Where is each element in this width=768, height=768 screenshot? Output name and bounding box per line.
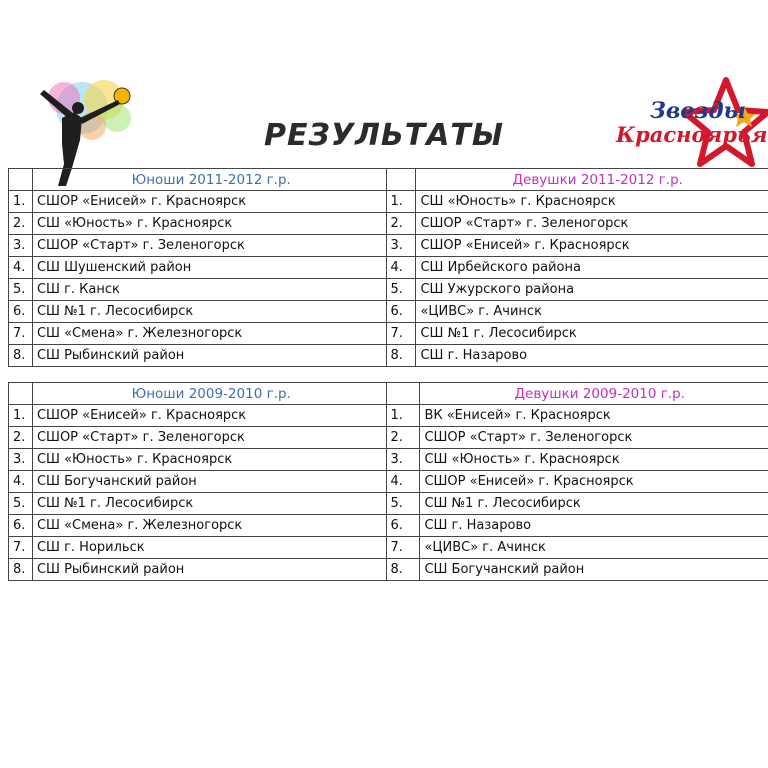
team-name: СШ Шушенский район [32, 257, 386, 279]
place-number: 8. [9, 345, 33, 367]
table-row [9, 257, 768, 279]
team-name: СШ «Смена» г. Железногорск [32, 323, 386, 345]
team-name: СШ Ужурского района [416, 279, 768, 301]
place-number: 1. [386, 405, 420, 427]
place-number: 5. [9, 493, 33, 515]
place-number: 7. [386, 323, 416, 345]
place-number: 1. [386, 191, 416, 213]
table-row [9, 323, 768, 345]
table-row [9, 515, 768, 537]
team-name: СШ г. Назарово [416, 345, 768, 367]
place-number: 6. [386, 515, 420, 537]
page-title: РЕЗУЛЬТАТЫ [264, 118, 504, 153]
place-number: 6. [9, 515, 33, 537]
place-number: 4. [386, 257, 416, 279]
table-row [9, 493, 768, 515]
team-name: СШ №1 г. Лесосибирск [420, 493, 768, 515]
place-number: 7. [9, 537, 33, 559]
header-spacer [386, 169, 416, 191]
team-name: СШОР «Енисей» г. Красноярск [416, 235, 768, 257]
table-header-row [9, 169, 768, 191]
table-row [9, 559, 768, 581]
header-spacer [9, 169, 33, 191]
team-name: СШОР «Старт» г. Зеленогорск [32, 235, 386, 257]
team-name: СШ Ирбейского района [416, 257, 768, 279]
team-name: СШОР «Енисей» г. Красноярск [32, 405, 386, 427]
place-number: 4. [9, 471, 33, 493]
place-number: 5. [386, 493, 420, 515]
table-row [9, 471, 768, 493]
place-number: 8. [9, 559, 33, 581]
results-table-2011-2012 [8, 168, 768, 367]
team-name: СШ г. Канск [32, 279, 386, 301]
place-number: 6. [386, 301, 416, 323]
girls-header: Девушки 2009-2010 г.р. [420, 383, 768, 405]
girls-header: Девушки 2011-2012 г.р. [416, 169, 768, 191]
table-row [9, 449, 768, 471]
team-name: СШ «Юность» г. Красноярск [416, 191, 768, 213]
team-name: СШ №1 г. Лесосибирск [32, 301, 386, 323]
team-name: СШ «Юность» г. Красноярск [32, 449, 386, 471]
team-name: «ЦИВС» г. Ачинск [416, 301, 768, 323]
team-name: СШОР «Енисей» г. Красноярск [420, 471, 768, 493]
results-table-2009-2010 [8, 382, 768, 581]
table-row [9, 191, 768, 213]
header-spacer [386, 383, 420, 405]
place-number: 5. [386, 279, 416, 301]
team-name: СШОР «Енисей» г. Красноярск [32, 191, 386, 213]
boys-header: Юноши 2011-2012 г.р. [32, 169, 386, 191]
team-name: СШ г. Назарово [420, 515, 768, 537]
place-number: 7. [9, 323, 33, 345]
place-number: 3. [9, 235, 33, 257]
place-number: 1. [9, 191, 33, 213]
team-name: СШОР «Старт» г. Зеленогорск [32, 427, 386, 449]
place-number: 7. [386, 537, 420, 559]
brand-logo [606, 76, 768, 176]
place-number: 2. [386, 427, 420, 449]
team-name: СШ Богучанский район [32, 471, 386, 493]
place-number: 4. [9, 257, 33, 279]
table-header-row [9, 383, 768, 405]
team-name: СШ Рыбинский район [32, 559, 386, 581]
table-row [9, 537, 768, 559]
team-name: СШ №1 г. Лесосибирск [32, 493, 386, 515]
team-name: «ЦИВС» г. Ачинск [420, 537, 768, 559]
place-number: 2. [386, 213, 416, 235]
table-row [9, 279, 768, 301]
place-number: 3. [386, 235, 416, 257]
table-row [9, 427, 768, 449]
place-number: 5. [9, 279, 33, 301]
place-number: 8. [386, 559, 420, 581]
team-name: СШ №1 г. Лесосибирск [416, 323, 768, 345]
boys-header: Юноши 2009-2010 г.р. [32, 383, 386, 405]
brand-line-1: Звезды [650, 98, 747, 124]
place-number: 6. [9, 301, 33, 323]
table-row [9, 213, 768, 235]
place-number: 2. [9, 213, 33, 235]
header-spacer [9, 383, 33, 405]
place-number: 1. [9, 405, 33, 427]
place-number: 8. [386, 345, 416, 367]
brand-line-2: Красноярья [616, 122, 768, 147]
team-name: ВК «Енисей» г. Красноярск [420, 405, 768, 427]
place-number: 3. [386, 449, 420, 471]
table-row [9, 235, 768, 257]
team-name: СШ «Смена» г. Железногорск [32, 515, 386, 537]
team-name: СШ Богучанский район [420, 559, 768, 581]
team-name: СШОР «Старт» г. Зеленогорск [420, 427, 768, 449]
table-row [9, 345, 768, 367]
table-row [9, 405, 768, 427]
team-name: СШ «Юность» г. Красноярск [32, 213, 386, 235]
team-name: СШОР «Старт» г. Зеленогорск [416, 213, 768, 235]
team-name: СШ г. Норильск [32, 537, 386, 559]
team-name: СШ Рыбинский район [32, 345, 386, 367]
place-number: 2. [9, 427, 33, 449]
team-name: СШ «Юность» г. Красноярск [420, 449, 768, 471]
table-row [9, 301, 768, 323]
place-number: 4. [386, 471, 420, 493]
place-number: 3. [9, 449, 33, 471]
